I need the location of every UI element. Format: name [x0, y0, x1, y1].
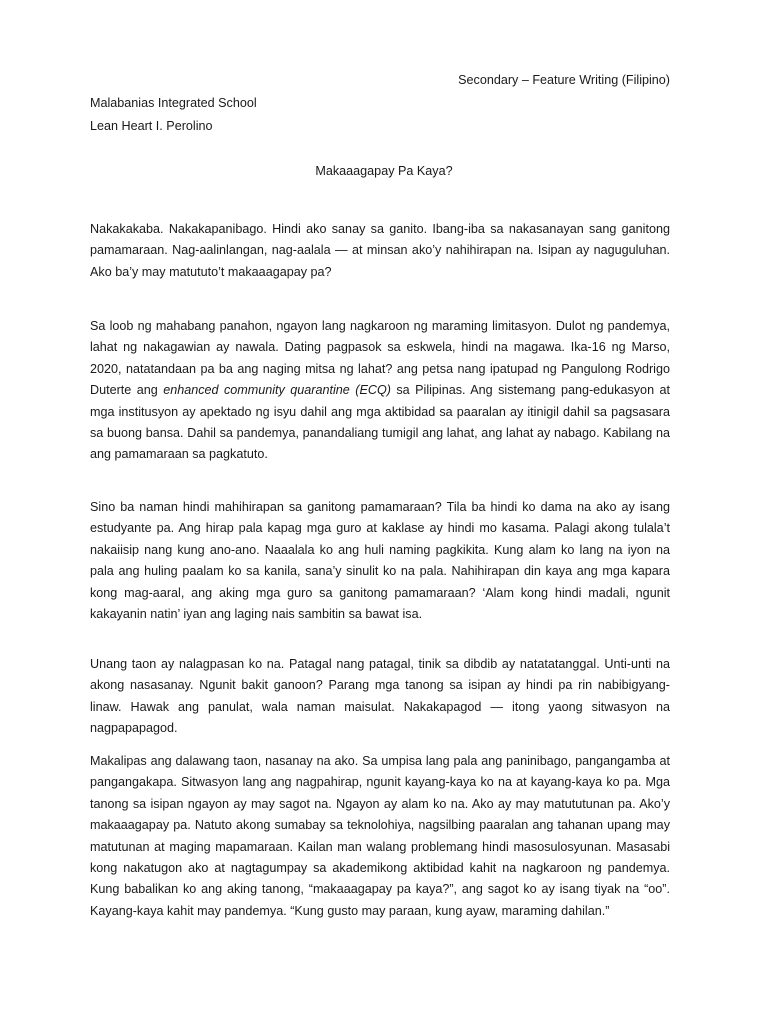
school-name: Malabanias Integrated School [90, 96, 257, 110]
category-label: Secondary – Feature Writing (Filipino) [458, 73, 670, 87]
paragraph-2-text-b: sa Pilipinas. Ang sistemang pang-edukasyon at mga institusyon ay apektado ng isyu dahil ang mga aktibidad sa paaralan ay itinigil dahil sa pagsasara sa buong bansa. Dahil sa pandemya, panandaliang tumigil ang lahat, ang lahat ay nabago. Kabilang na ang pamamaraan sa pagkatuto. [90, 383, 671, 462]
paragraph-1: Nakakakaba. Nakakapanibago. Hindi ako sanay sa ganito. Ibang-iba sa nakasanayan sang ganitong pamamaraan. Nag-aalinlangan, nag-aalala — at minsan ako’y nahihirapan na. Isipan ay naguguluhan. Ako ba’y may matututo’t makaaagapay pa? [90, 222, 670, 279]
paragraph-5: Makalipas ang dalawang taon, nasanay na ako. Sa umpisa lang pala ang paninibago, pangangamba at pangangakapa. Sitwasyon lang ang nagpahirap, ngunit kayang-kaya ko na at kayang-kaya ko pa. Mga tanong sa isipan ngayon ay may sagot na. Ngayon ay alam ko na. Ako ay may matututunan pa. Ako’y makaaagapay pa. Natuto akong sumabay sa teknolohiya, nagsilbing paaralan ang tahanan upang may matutunan at maging mapamaraan. Kailan man walang problemang hindi masosulosyunan. Masasabi kong nakatugon ako at nagtagumpay sa akademikong aktibidad kahit na nagkaroon ng pandemya. Kung babalikan ko ang aking tanong, “makaaagapay pa kaya?”, ang sagot ko ay isang tiyak na “oo”. Kayang-kaya kahit may pandemya. “Kung gusto may paraan, kung ayaw, maraming dahilan.” [90, 754, 670, 918]
paragraph-2-text-a: Sa loob ng mahabang panahon, ngayon lang nagkaroon ng maraming limitasyon. Dulot ng pandemya, lahat ng nakagawian ay nawala. Dating pagpasok sa eskwela, hindi na magawa. Ika-16 ng Marso, 2020, natatandaan pa ba ang naging mitsa ng lahat? ang petsa nang ipatupad ng Pangulong Rodrigo Duterte ang [90, 319, 670, 398]
paragraph-3: Sino ba naman hindi mahihirapan sa ganitong pamamaraan? Tila ba hindi ko dama na ako ay isang estudyante pa. Ang hirap pala kapag mga guro at kaklase ay hindi mo kasama. Palagi akong tulala’t nakaiisip nang kung ano-ano. Naaalala ko ang huli naming pagkikita. Kung alam ko lang na iyon na pala ang huling paalam ko sa kanila, sana’y sinulit ko na pala. Nahihirapan din kaya ang mga kapara kong mag-aaral, ang aking mga guro sa ganitong pamamaraan? ‘Alam kong hindi madali, ngunit kakayanin natin’ iyan ang laging nais sambitin sa bawat isa. [90, 500, 670, 622]
author-name: Lean Heart I. Perolino [90, 119, 213, 133]
ecq-term: enhanced community quarantine (ECQ) [163, 383, 391, 398]
article-title: Makaaagapay Pa Kaya? [315, 164, 453, 178]
paragraph-2 [90, 316, 670, 466]
paragraph-4: Unang taon ay nalagpasan ko na. Patagal nang patagal, tinik sa dibdib ay natatatanggal. Unti-unti na akong nasasanay. Ngunit bakit ganoon? Parang mga tanong sa isipan ay hindi pa rin nabibigyang-linaw. Hawak ang panulat, wala naman maisulat. Nakakapagod — itong yaong sitwasyon na nagpapapagod. [90, 657, 670, 736]
